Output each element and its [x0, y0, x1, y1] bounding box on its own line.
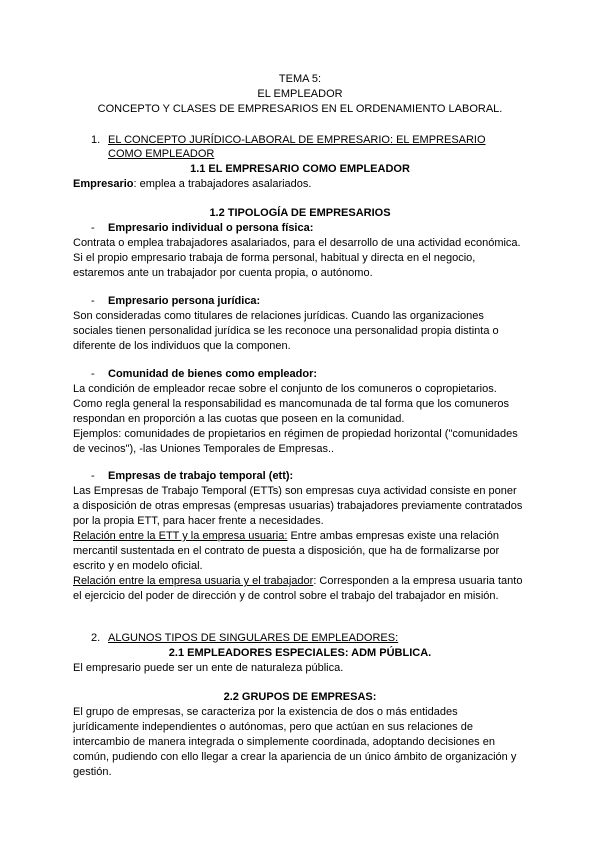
subsection-2-1-text: El empresario puede ser un ente de naturaleza pública.	[73, 662, 344, 674]
empresario-definition-text: : emplea a trabajadores asalariados.	[133, 178, 312, 190]
ett-heading: Empresas de trabajo temporal (ett):	[108, 470, 294, 482]
comunidad-line: de vecinos"), -las Uniones Temporales de Empresas..	[73, 443, 335, 455]
document-title: CONCEPTO Y CLASES DE EMPRESARIOS EN EL ORDENAMIENTO LABORAL.	[97, 103, 503, 115]
individual-line: Contrata o emplea trabajadores asalariados, para el desarrollo de una actividad económica.	[73, 237, 521, 249]
subsection-1-1-title: 1.1 EL EMPRESARIO COMO EMPLEADOR	[190, 163, 410, 175]
comunidad-heading: Comunidad de bienes como empleador:	[108, 368, 318, 380]
juridica-line: diferente de los individuos que la componen.	[73, 340, 291, 352]
juridica-heading: Empresario persona jurídica:	[108, 295, 261, 307]
grupos-line: gestión.	[73, 766, 112, 778]
ett-relation1-label: Relación entre la ETT y la empresa usuaria:	[73, 530, 288, 542]
subsection-2-2-title: 2.2 GRUPOS DE EMPRESAS:	[223, 691, 377, 703]
bullet-dash: -	[91, 470, 95, 482]
juridica-line: sociales tienen personalidad jurídica se les reconoce una personalidad propia distinta o	[73, 325, 499, 337]
individual-line: estaremos ante un trabajador por cuenta propia, o autónomo.	[73, 267, 373, 279]
ett-relation1-line: mercantil sustentada en el contrato de puesta a disposición, que ha de formalizarse por	[73, 545, 500, 557]
ett-relation1	[73, 529, 499, 543]
ett-relation2-label: Relación entre la empresa usuaria y el trabajador	[73, 575, 314, 587]
comunidad-line: respondan en proporción a las cuotas que poseen en la comunidad.	[73, 413, 405, 425]
ett-relation2	[73, 574, 522, 588]
grupos-line: común, pudiendo con ello llegar a crear la apariencia de un único ámbito de organización y	[73, 751, 517, 763]
comunidad-line: La condición de empleador recae sobre el conjunto de los comuneros o copropietarios.	[73, 383, 497, 395]
ett-relation1-line: escrito y en modelo oficial.	[73, 560, 203, 572]
bullet-dash: -	[91, 295, 95, 307]
document-subtitle: EL EMPLEADOR	[257, 88, 343, 100]
ett-relation2-line: el ejercicio del poder de dirección y de control sobre el trabajo del trabajador en misión.	[73, 590, 499, 602]
ett-relation1-text: Entre ambas empresas existe una relación	[287, 530, 499, 542]
grupos-line: El grupo de empresas, se caracteriza por la existencia de dos o más entidades	[73, 706, 458, 718]
individual-line: Si el propio empresario trabaja de forma personal, habitual y directa en el negocio,	[73, 252, 476, 264]
bullet-dash: -	[91, 222, 95, 234]
ett-relation2-text: : Corresponden a la empresa usuaria tanto	[313, 575, 523, 587]
comunidad-line: Ejemplos: comunidades de propietarios en régimen de propiedad horizontal ("comunidades	[73, 428, 518, 440]
tema-label: TEMA 5:	[278, 73, 322, 85]
section1-number: 1.	[91, 134, 101, 146]
comunidad-line: Como regla general la responsabilidad es mancomunada de tal forma que los comuneros	[73, 398, 509, 410]
individual-heading: Empresario individual o persona física:	[108, 222, 314, 234]
grupos-line: jurídicamente independientes o autónomas, pero que actúan en sus relaciones de	[73, 721, 473, 733]
ett-line: por la propia ETT, para hacer frente a necesidades.	[73, 515, 324, 527]
section1-heading-line1: EL CONCEPTO JURÍDICO-LABORAL DE EMPRESARIO: EL EMPRESARIO	[108, 134, 486, 146]
subsection-2-1-title: 2.1 EMPLEADORES ESPECIALES: ADM PÚBLICA.	[168, 647, 432, 659]
section2-number: 2.	[91, 632, 101, 644]
empresario-definition	[73, 177, 311, 191]
bullet-dash: -	[91, 368, 95, 380]
grupos-line: intercambio de manera integrada o simplemente coordinada, adoptando decisiones en	[73, 736, 495, 748]
juridica-line: Son consideradas como titulares de relaciones jurídicas. Cuando las organizaciones	[73, 310, 484, 322]
empresario-term: Empresario	[73, 178, 134, 190]
section2-heading: ALGUNOS TIPOS DE SINGULARES DE EMPLEADORES:	[108, 632, 399, 644]
section1-heading-line2: COMO EMPLEADOR	[108, 148, 215, 160]
subsection-1-2-title: 1.2 TIPOLOGÍA DE EMPRESARIOS	[209, 207, 391, 219]
ett-line: Las Empresas de Trabajo Temporal (ETTs) son empresas cuya actividad consiste en poner	[73, 485, 517, 497]
ett-line: a disposición de otras empresas (empresas usuarias) trabajadores previamente contratados	[73, 500, 523, 512]
